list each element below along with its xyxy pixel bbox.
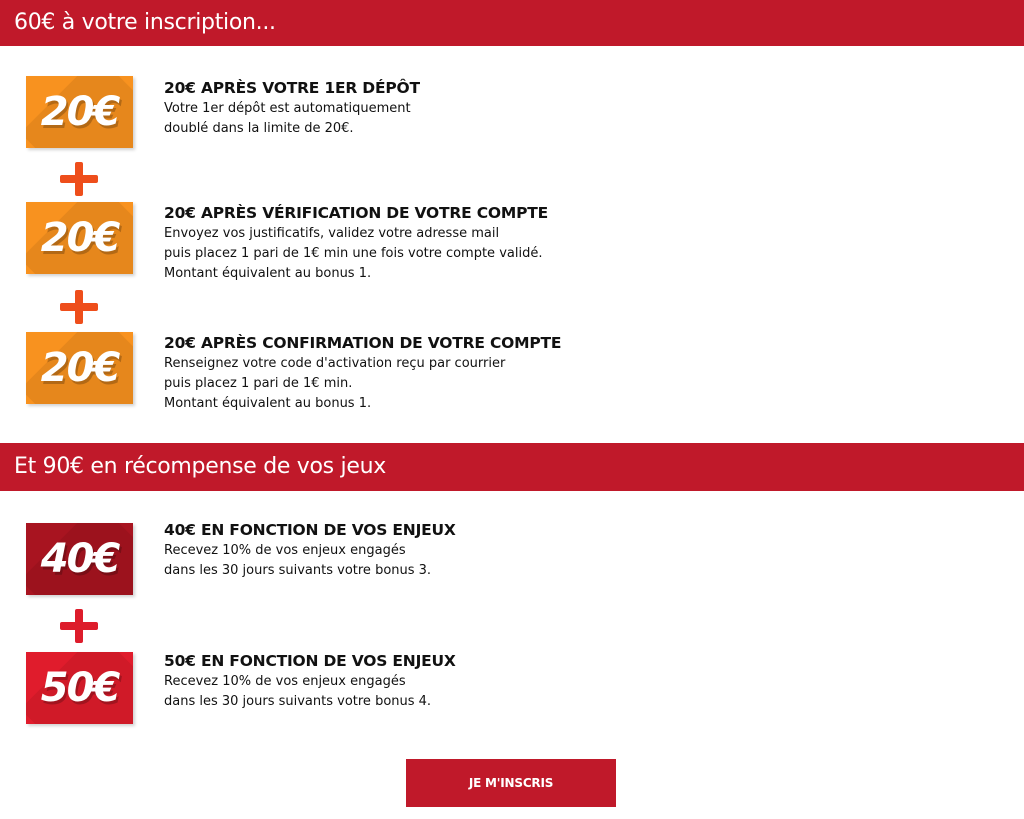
bonus-description-line: Envoyez vos justificatifs, validez votre adresse mail bbox=[164, 226, 500, 241]
plus-icon bbox=[60, 609, 98, 643]
bonus-title: 50€ EN FONCTION DE VOS ENJEUX bbox=[164, 652, 456, 670]
bonus-amount: 20€ bbox=[40, 215, 119, 261]
bonus-title: 40€ EN FONCTION DE VOS ENJEUX bbox=[164, 521, 456, 539]
bonus-amount: 20€ bbox=[40, 345, 119, 391]
signup-button[interactable]: JE M'INSCRIS bbox=[406, 759, 616, 807]
bonus-description-line: puis placez 1 pari de 1€ min. bbox=[164, 376, 353, 391]
bonus-description-line: dans les 30 jours suivants votre bonus 4. bbox=[164, 694, 432, 709]
bonus-block-deposit bbox=[164, 78, 984, 139]
bonus-amount: 40€ bbox=[40, 536, 119, 582]
bonus-title: 20€ APRÈS VÉRIFICATION DE VOTRE COMPTE bbox=[164, 204, 549, 222]
bonus-badge-20-verification bbox=[26, 202, 133, 274]
bonus-description-line: Montant équivalent au bonus 1. bbox=[164, 266, 372, 281]
bonus-description-line: dans les 30 jours suivants votre bonus 3. bbox=[164, 563, 432, 578]
bonus-description-line: Recevez 10% de vos enjeux engagés bbox=[164, 543, 406, 558]
bonus-amount: 20€ bbox=[40, 89, 119, 135]
bonus-description-line: Recevez 10% de vos enjeux engagés bbox=[164, 674, 406, 689]
bonus-description-line: Votre 1er dépôt est automatiquement bbox=[164, 101, 411, 116]
bonus-amount: 50€ bbox=[40, 665, 119, 711]
bonus-badge-40-stakes bbox=[26, 523, 133, 595]
bonus-badge-50-stakes bbox=[26, 652, 133, 724]
plus-icon bbox=[60, 162, 98, 196]
bonus-block-stakes-50 bbox=[164, 651, 984, 712]
bonus-description-line: Montant équivalent au bonus 1. bbox=[164, 396, 372, 411]
bonus-description-line: puis placez 1 pari de 1€ min une fois votre compte validé. bbox=[164, 246, 543, 261]
bonus-badge-20-confirmation bbox=[26, 332, 133, 404]
bonus-description-line: doublé dans la limite de 20€. bbox=[164, 121, 354, 136]
signup-banner: 60€ à votre inscription... bbox=[0, 0, 1024, 46]
plus-icon bbox=[60, 290, 98, 324]
bonus-title: 20€ APRÈS CONFIRMATION DE VOTRE COMPTE bbox=[164, 334, 562, 352]
bonus-title: 20€ APRÈS VOTRE 1ER DÉPÔT bbox=[164, 79, 420, 97]
bonus-block-verification bbox=[164, 203, 984, 284]
rewards-banner: Et 90€ en récompense de vos jeux bbox=[0, 443, 1024, 491]
bonus-badge-20-deposit bbox=[26, 76, 133, 148]
bonus-block-stakes-40 bbox=[164, 520, 984, 581]
bonus-description-line: Renseignez votre code d'activation reçu par courrier bbox=[164, 356, 506, 371]
bonus-block-confirmation bbox=[164, 333, 984, 414]
